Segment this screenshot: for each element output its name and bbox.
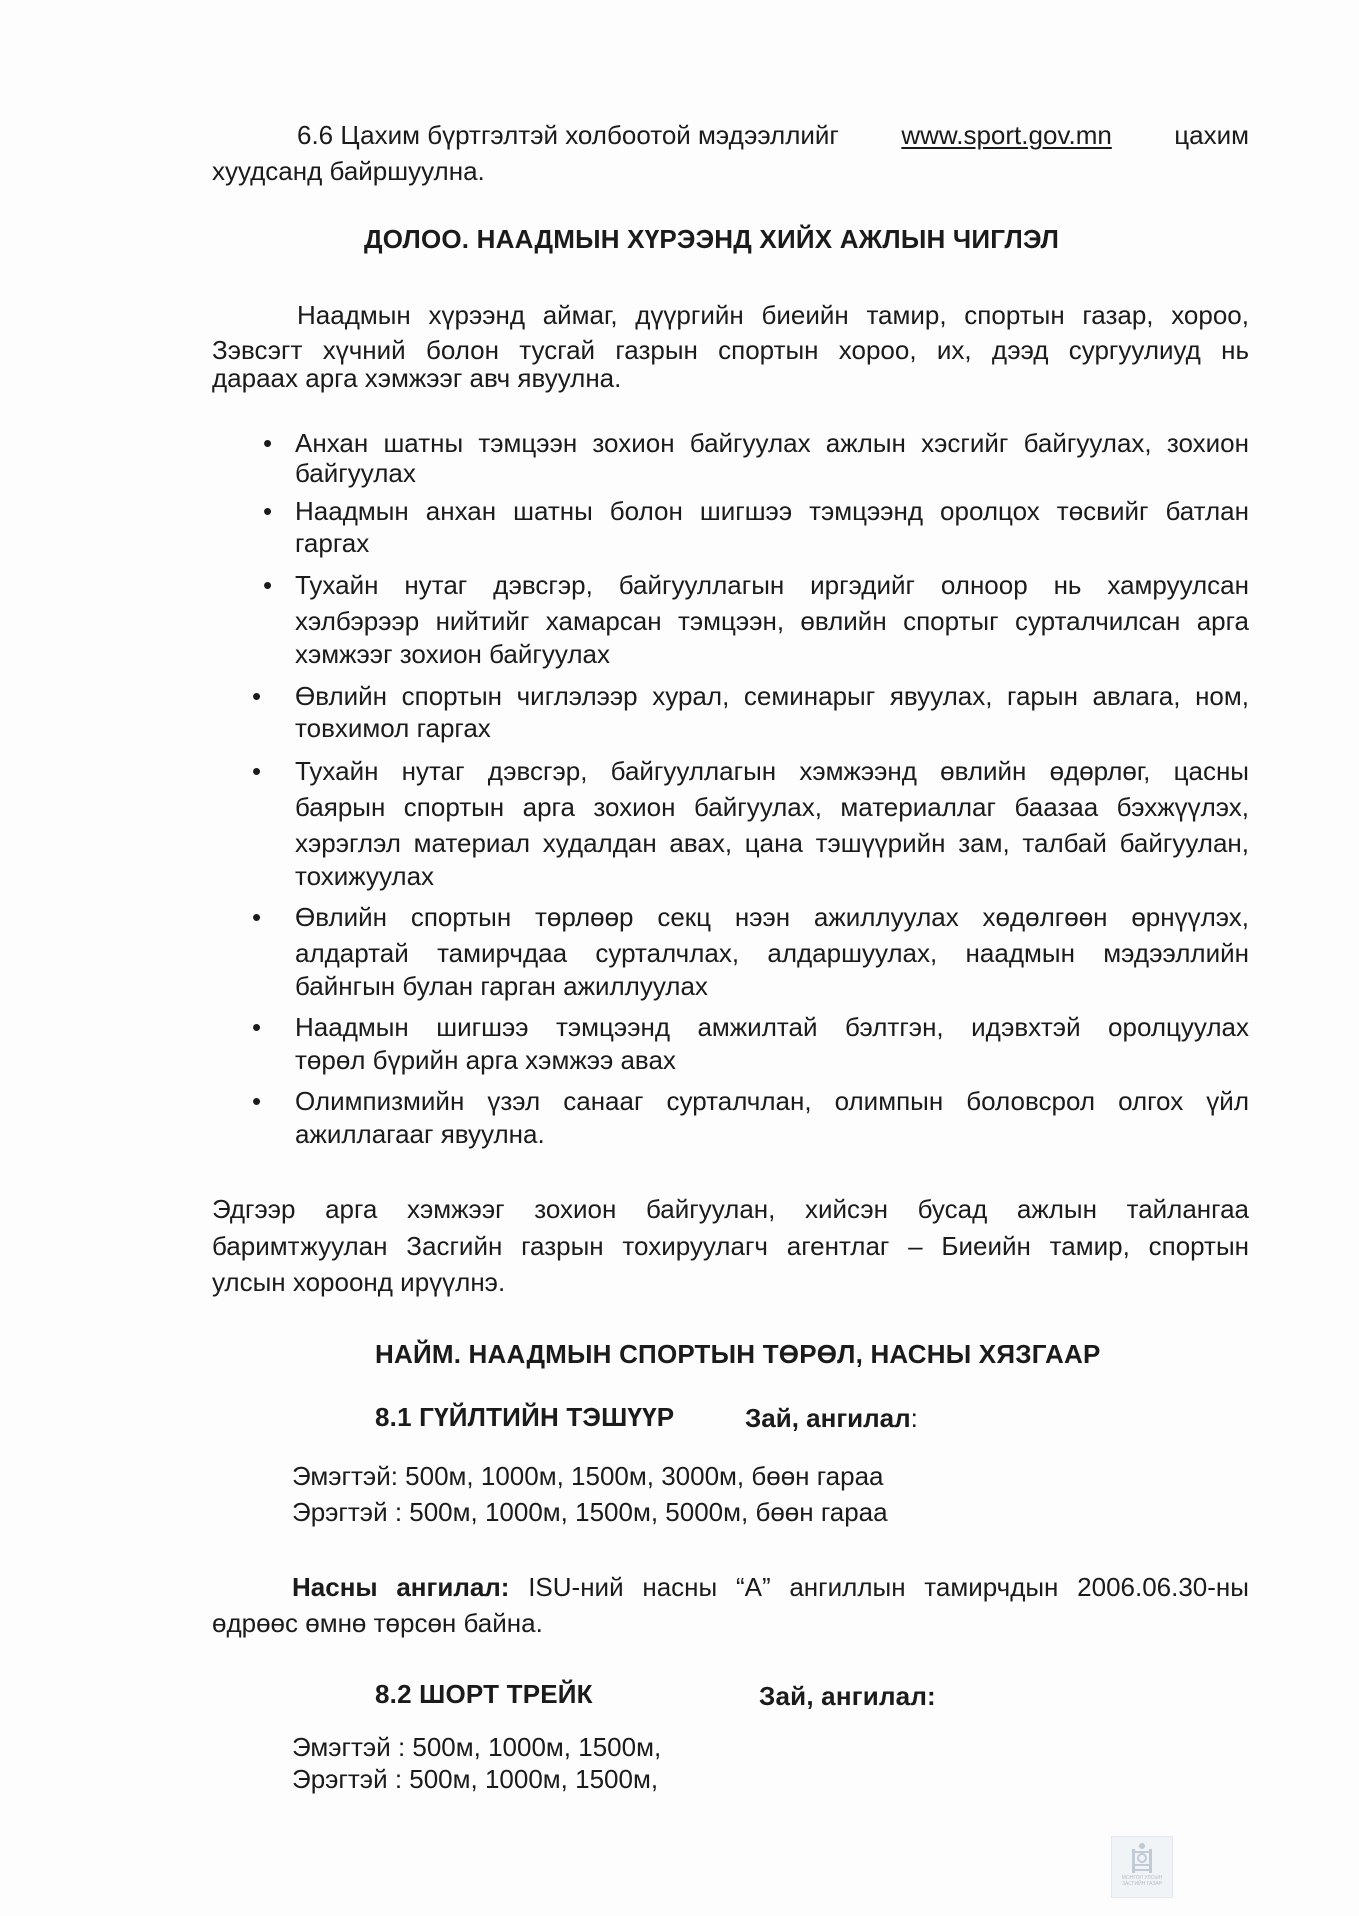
bullet-dot: • xyxy=(252,681,262,711)
subsection-8-1-category xyxy=(745,1400,918,1436)
bullet-5-line-3: хэрэглэл материал худалдан авах, цана тэшүүрийн зам, талбай байгуулан, xyxy=(295,828,1249,858)
bullet-5-line-2: баярын спортын арга зохион байгуулах, материаллаг баазаа бэхжүүлэх, xyxy=(295,792,1249,822)
bullet-7-line-2: төрөл бүрийн арга хэмжээ авах xyxy=(295,1045,676,1075)
bullet-dot: • xyxy=(252,902,262,932)
age-category-line-1 xyxy=(292,1569,1249,1605)
section-7-intro-line-2: Зэвсэгт хүчний болон тусгай газрын спортын хороо, их, дээд сургуулиуд нь xyxy=(212,335,1249,365)
bullet-3-line-3: хэмжээг зохион байгуулах xyxy=(295,639,610,669)
subsection-8-1-women: Эмэгтэй: 500м, 1000м, 1500м, 3000м, бөөн гараа xyxy=(292,1461,884,1491)
subsection-8-1-title: 8.1 ГҮЙЛТИЙН ТЭШҮҮР xyxy=(375,1402,675,1432)
bullet-dot: • xyxy=(252,756,262,786)
bullet-1-line-2: байгуулах xyxy=(295,458,416,488)
bullet-dot: • xyxy=(252,1012,262,1042)
bullet-8-line-2: ажиллагааг явуулна. xyxy=(295,1119,545,1149)
subsection-8-1-men: Эрэгтэй : 500м, 1000м, 1500м, 5000м, бөөн гараа xyxy=(292,1497,888,1527)
bullet-4-line-1: Өвлийн спортын чиглэлээр хурал, семинарыг явуулах, гарын авлага, ном, xyxy=(295,681,1249,711)
section-6-6-line2: хуудсанд байршуулна. xyxy=(212,156,485,186)
bullet-6-line-2: алдартай тамирчдаа сурталчлах, алдаршуулах, наадмын мэдээллийн xyxy=(295,938,1249,968)
bullet-5-line-4: тохижуулах xyxy=(295,861,435,891)
section-7-intro-line-3: дараах арга хэмжээг авч явуулна. xyxy=(212,363,622,393)
bullet-dot: • xyxy=(252,1086,262,1116)
closing-line-2: баримтжуулан Засгийн газрын тохируулагч агентлаг – Биеийн тамир, спортын xyxy=(212,1231,1249,1261)
section-6-6-text-end: цахим xyxy=(1174,120,1249,150)
section-6-6-text: 6.6 Цахим бүртгэлтэй холбоотой мэдээллийг xyxy=(297,120,839,150)
soyombo-icon xyxy=(1129,1841,1155,1875)
bullet-2-line-2: гаргах xyxy=(295,528,370,558)
bullet-3-line-2: хэлбэрээр нийтийг хамарсан тэмцээн, өвлийн спортыг сурталчилсан арга xyxy=(295,606,1249,636)
category-label: Зай, ангилал xyxy=(745,1403,911,1433)
bullet-dot: • xyxy=(263,496,273,526)
bullet-8-line-1: Олимпизмийн үзэл санааг сурталчлан, олимпын боловсрол олгох үйл xyxy=(295,1086,1249,1116)
section-6-6-line1 xyxy=(297,117,1249,153)
section-8-heading: НАЙМ. НААДМЫН СПОРТЫН ТӨРӨЛ, НАСНЫ ХЯЗГААР xyxy=(375,1339,1101,1369)
bullet-5-line-1: Тухайн нутаг дэвсгэр, байгууллагын хэмжээнд өвлийн өдөрлөг, цасны xyxy=(295,756,1249,786)
age-category-line-2: өдрөөс өмнө төрсөн байна. xyxy=(212,1608,543,1638)
age-category-text: ISU-ний насны “А” ангиллын тамирчдын 2006.06.30-ны xyxy=(509,1572,1249,1602)
category-colon: : xyxy=(910,1403,918,1433)
bullet-dot: • xyxy=(263,570,273,600)
bullet-6-line-1: Өвлийн спортын төрлөөр секц нээн ажиллуулах хөдөлгөөн өрнүүлэх, xyxy=(295,902,1249,932)
subsection-8-2-title: 8.2 ШОРТ ТРЕЙК xyxy=(375,1679,593,1709)
bullet-4-line-2: товхимол гаргах xyxy=(295,713,491,743)
subsection-8-2-men: Эрэгтэй : 500м, 1000м, 1500м, xyxy=(292,1764,659,1794)
closing-line-3: улсын хороонд ирүүлнэ. xyxy=(212,1267,506,1297)
section-7-heading: ДОЛОО. НААДМЫН ХҮРЭЭНД ХИЙХ АЖЛЫН ЧИГЛЭЛ xyxy=(364,224,1060,254)
subsection-8-2-category: Зай, ангилал: xyxy=(759,1681,936,1711)
sport-website-link[interactable]: www.sport.gov.mn xyxy=(901,120,1112,150)
bullet-1-line-1: Анхан шатны тэмцээн зохион байгуулах ажлын хэсгийг байгуулах, зохион xyxy=(295,428,1249,458)
bullet-dot: • xyxy=(263,428,273,458)
subsection-8-2-women: Эмэгтэй : 500м, 1000м, 1500м, xyxy=(292,1732,662,1762)
bullet-2-line-1: Наадмын анхан шатны болон шигшээ тэмцээнд оролцох төсвийг батлан xyxy=(295,496,1249,526)
closing-line-1: Эдгээр арга хэмжээг зохион байгуулан, хийсэн бусад ажлын тайлангаа xyxy=(212,1194,1249,1224)
bullet-6-line-3: байнгын булан гарган ажиллуулах xyxy=(295,971,708,1001)
age-category-label: Насны ангилал: xyxy=(292,1572,510,1602)
section-7-intro-line-1: Наадмын хүрээнд аймаг, дүүргийн биеийн тамир, спортын газар, хороо, xyxy=(297,300,1249,330)
emblem-caption: МОНГОЛ УЛСЫН ЗАСГИЙН ГАЗАР xyxy=(1121,1875,1163,1887)
bullet-3-line-1: Тухайн нутаг дэвсгэр, байгууллагын иргэдийг олноор нь хамруулсан xyxy=(295,570,1249,600)
bullet-7-line-1: Наадмын шигшээ тэмцээнд амжилтай бэлтгэн, идэвхтэй оролцуулах xyxy=(295,1012,1249,1042)
government-emblem xyxy=(1111,1836,1173,1898)
